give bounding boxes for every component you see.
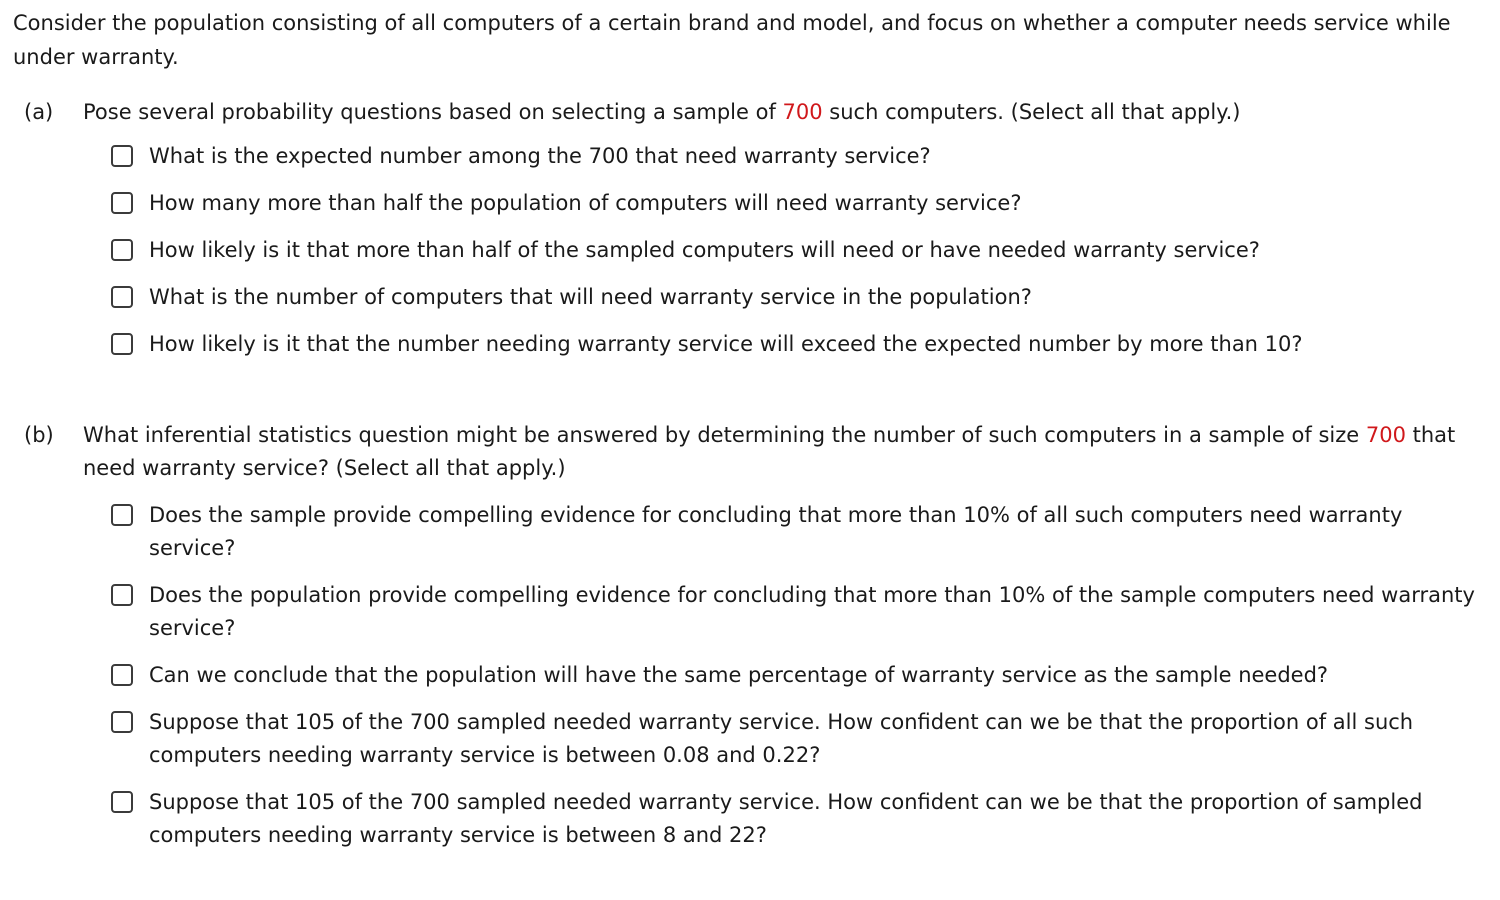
part-a-option-4[interactable] xyxy=(111,281,1481,314)
checkbox-icon[interactable] xyxy=(111,145,133,167)
option-label: What is the expected number among the 700 that need warranty service? xyxy=(149,144,931,168)
option-label: How likely is it that the number needing warranty service will exceed the expected number by more than 10? xyxy=(149,332,1303,356)
part-b-option-4[interactable] xyxy=(111,706,1481,772)
part-a-sample-size: 700 xyxy=(782,100,823,124)
option-label: Suppose that 105 of the 700 sampled needed warranty service. How confident can we be that the proportion of sampled computers needing warranty service is between 8 and 22? xyxy=(149,790,1423,847)
part-b-label: (b) xyxy=(24,423,54,447)
part-a-option-5[interactable] xyxy=(111,328,1481,361)
checkbox-icon[interactable] xyxy=(111,192,133,214)
checkbox-icon[interactable] xyxy=(111,584,133,606)
option-label: How likely is it that more than half of the sampled computers will need or have needed warranty service? xyxy=(149,238,1260,262)
intro-text: Consider the population consisting of all computers of a certain brand and model, and focus on whether a computer needs service while under warranty. xyxy=(13,11,1451,69)
checkbox-icon[interactable] xyxy=(111,286,133,308)
part-b-option-1[interactable] xyxy=(111,499,1481,565)
option-label: Does the population provide compelling evidence for concluding that more than 10% of the sample computers need warranty service? xyxy=(149,583,1475,640)
part-b-question-post: that need warranty service? (Select all that apply.) xyxy=(83,423,1456,480)
part-a-question xyxy=(83,96,1473,129)
option-label: What is the number of computers that will need warranty service in the population? xyxy=(149,285,1032,309)
part-b-options xyxy=(111,499,1481,866)
part-a-option-3[interactable] xyxy=(111,234,1481,267)
checkbox-icon[interactable] xyxy=(111,711,133,733)
part-a-label: (a) xyxy=(24,100,54,124)
part-a-question-post: such computers. (Select all that apply.) xyxy=(822,100,1241,124)
part-a-option-2[interactable] xyxy=(111,187,1481,220)
part-a-option-1[interactable] xyxy=(111,140,1481,173)
option-label: Can we conclude that the population will have the same percentage of warranty service as the sample needed? xyxy=(149,663,1329,687)
option-label: Does the sample provide compelling evidence for concluding that more than 10% of all such computers need warranty service? xyxy=(149,503,1403,560)
part-b-question-pre: What inferential statistics question might be answered by determining the number of such computers in a sample of size xyxy=(83,423,1366,447)
checkbox-icon[interactable] xyxy=(111,664,133,686)
part-b-sample-size: 700 xyxy=(1365,423,1406,447)
checkbox-icon[interactable] xyxy=(111,504,133,526)
option-label: How many more than half the population of computers will need warranty service? xyxy=(149,191,1022,215)
part-b-option-2[interactable] xyxy=(111,579,1481,645)
checkbox-icon[interactable] xyxy=(111,333,133,355)
part-b-option-5[interactable] xyxy=(111,786,1481,852)
part-a-options xyxy=(111,140,1481,375)
checkbox-icon[interactable] xyxy=(111,239,133,261)
option-label: Suppose that 105 of the 700 sampled needed warranty service. How confident can we be that the proportion of all such computers needing warranty service is between 0.08 and 0.22? xyxy=(149,710,1414,767)
checkbox-icon[interactable] xyxy=(111,791,133,813)
part-b-option-3[interactable] xyxy=(111,659,1481,692)
part-a-question-pre: Pose several probability questions based on selecting a sample of xyxy=(83,100,783,124)
part-b-question xyxy=(83,419,1473,485)
